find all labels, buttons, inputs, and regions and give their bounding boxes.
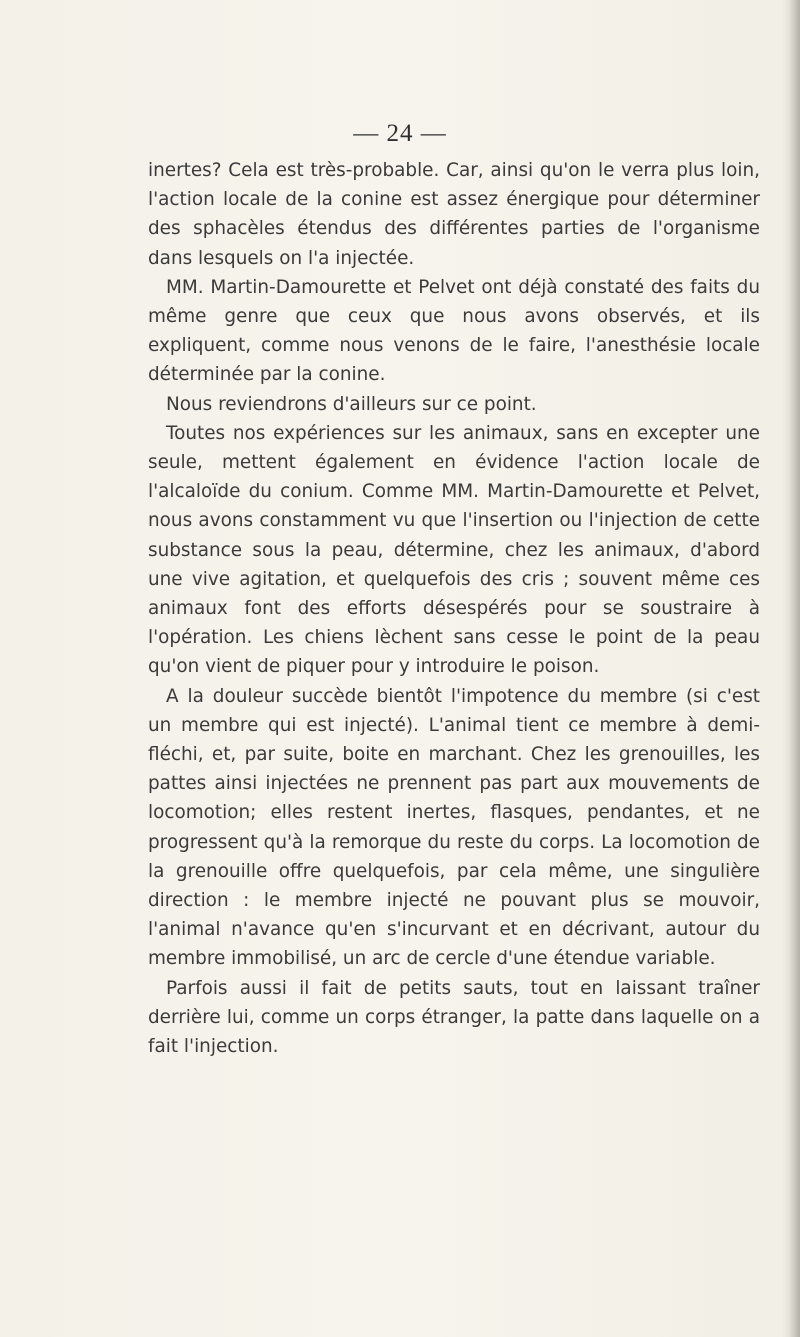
- body-text: [148, 156, 760, 1061]
- paragraph: MM. Martin-Damourette et Pelvet ont déjà constaté des faits du même genre que ceux que nous avons observés, et ils expliquent, comme nous venons de le faire, l'anesthésie locale déterminée par la conine.: [148, 276, 760, 386]
- paragraph: A la douleur succède bientôt l'impotence du membre (si c'est un membre qui est injecté). L'animal tient ce membre à demi-fléchi, et, par suite, boite en marchant. Chez les grenouilles, les pattes ainsi injectées ne prennent pas part aux mouvements de locomotion; elles restent inertes, flasques, pendantes, et ne progressent qu'à la remorque du reste du corps. La locomotion de la grenouille offre quelquefois, par cela même, une singulière direction : le membre injecté ne pouvant plus se mouvoir, l'animal n'avance qu'en s'incurvant et en décrivant, autour du membre immobilisé, un arc de cercle d'une étendue variable.: [148, 685, 760, 970]
- page-number: — 24 —: [353, 120, 447, 147]
- paragraph: Parfois aussi il fait de petits sauts, tout en laissant traîner derrière lui, comme un corps étranger, la patte dans laquelle on a fait l'injection.: [148, 977, 760, 1058]
- page-edge-shadow: [782, 0, 800, 1337]
- paragraph: Toutes nos expériences sur les animaux, sans en excepter une seule, mettent également en évidence l'action locale de l'alcaloïde du conium. Comme MM. Martin-Damourette et Pelvet, nous avons constamment vu que l'insertion ou l'injection de cette substance sous la peau, détermine, chez les animaux, d'abord une vive agitation, et quelquefois des cris ; souvent même ces animaux font des efforts désespérés pour se soustraire à l'opération. Les chiens lèchent sans cesse le point de la peau qu'on vient de piquer pour y introduire le poison.: [148, 422, 760, 678]
- paragraph: inertes? Cela est très-probable. Car, ainsi qu'on le verra plus loin, l'action locale de la conine est assez énergique pour déterminer des sphacèles étendus des différentes parties de l'organisme dans lesquels on l'a injectée.: [148, 160, 760, 269]
- paragraph: Nous reviendrons d'ailleurs sur ce point.: [166, 393, 537, 415]
